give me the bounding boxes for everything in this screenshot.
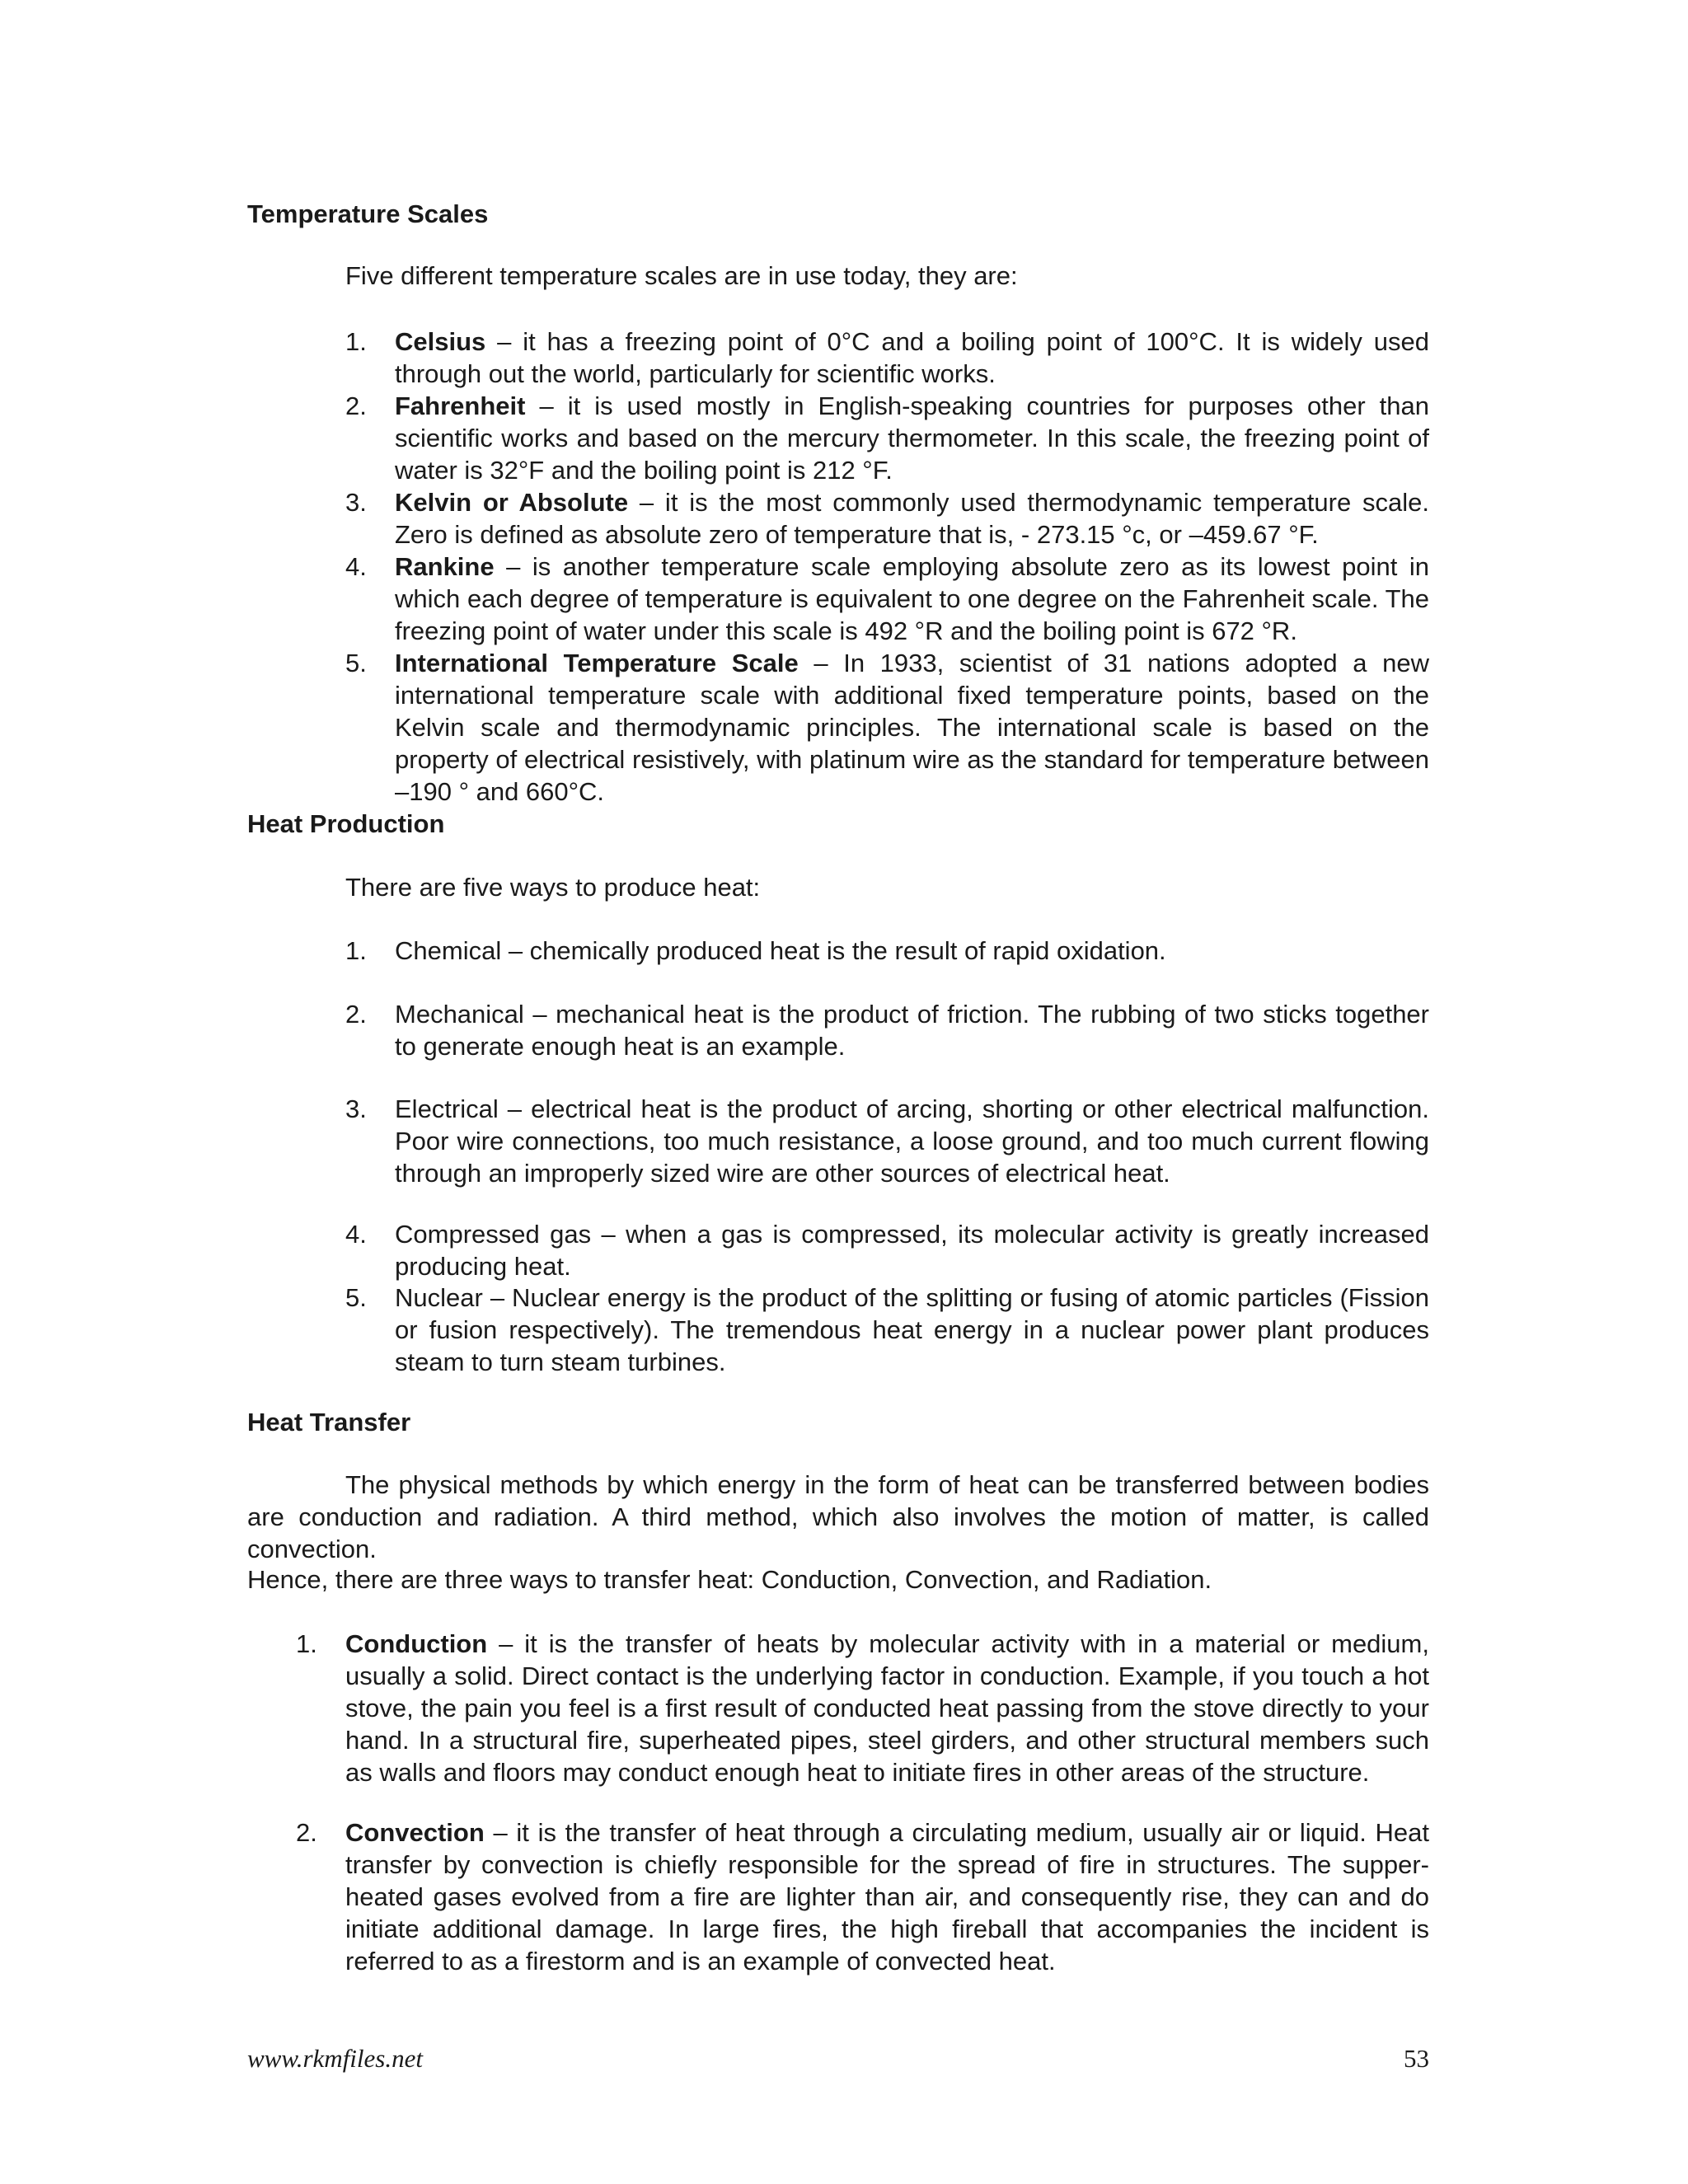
list-number: 3. <box>345 1094 367 1123</box>
list-item-rankine <box>345 551 1429 647</box>
intro-heat-production: There are five ways to produce heat: <box>345 873 761 902</box>
intro-temperature-scales: Five different temperature scales are in use today, they are: <box>345 261 1018 290</box>
text-electrical: Electrical – electrical heat is the product of arcing, shorting or other electrical malfunction. Poor wire connections, too much resistance, a loose ground, and too much current flowing through an improperly sized wire are other sources of electrical heat. <box>395 1094 1429 1188</box>
definition-rankine: – is another temperature scale employing absolute zero as its lowest point in which each degree of temperature is equivalent to one degree on the Fahrenheit scale. The freezing point of water under this scale is 492 °R and the boiling point is 672 °R. <box>395 552 1429 645</box>
term-rankine: Rankine <box>395 552 495 581</box>
list-number: 5. <box>345 1283 367 1312</box>
list-item-mechanical <box>345 998 1429 1062</box>
paragraph-three-ways: Hence, there are three ways to transfer heat: Conduction, Convection, and Radiation. <box>247 1565 1212 1594</box>
list-item-convection <box>296 1816 1429 1977</box>
page-number: 53 <box>1404 2044 1429 2073</box>
term-convection: Convection <box>345 1818 485 1847</box>
definition-conduction: – it is the transfer of heats by molecular activity with in a material or medium, usually a solid. Direct contact is the underlying factor in conduction. Example, if you touch a hot stove, the pain you feel is a first result of conducted heat passing from the stove directly to your hand. In a structural fire, superheated pipes, steel girders, and other structural members such as walls and floors may conduct enough heat to initiate fires in other areas of the structure. <box>345 1629 1429 1787</box>
list-item-international-scale <box>345 647 1429 808</box>
heading-heat-transfer: Heat Transfer <box>247 1408 411 1436</box>
list-number: 2. <box>296 1818 317 1847</box>
text-compressed-gas: Compressed gas – when a gas is compressed, its molecular activity is greatly increased producing heat. <box>395 1220 1429 1281</box>
text-chemical: Chemical – chemically produced heat is the result of rapid oxidation. <box>395 936 1166 965</box>
term-conduction: Conduction <box>345 1629 488 1658</box>
text-mechanical: Mechanical – mechanical heat is the product of friction. The rubbing of two sticks together to generate enough heat is an example. <box>395 1000 1429 1061</box>
definition-kelvin: – it is the most commonly used thermodynamic temperature scale. Zero is defined as absolute zero of temperature that is, - 273.15 °c, or –459.67 °F. <box>395 488 1429 549</box>
footer-website: www.rkmfiles.net <box>247 2044 423 2073</box>
list-number: 5. <box>345 649 367 677</box>
list-number: 4. <box>345 1220 367 1249</box>
list-number: 4. <box>345 552 367 581</box>
list-item-electrical <box>345 1093 1429 1189</box>
list-number: 1. <box>296 1629 317 1658</box>
term-kelvin: Kelvin or Absolute <box>395 488 629 517</box>
term-fahrenheit: Fahrenheit <box>395 391 526 420</box>
list-item-conduction <box>296 1628 1429 1788</box>
term-international-scale: International Temperature Scale <box>395 649 799 677</box>
term-celsius: Celsius <box>395 327 486 356</box>
list-item-chemical <box>345 935 1429 967</box>
definition-international-scale: – In 1933, scientist of 31 nations adopted a new international temperature scale with additional fixed temperature points, based on the Kelvin scale and thermodynamic principles. The international scale is based on the property of electrical resistively, with platinum wire as the standard for temperature between –190 ° and 660°C. <box>395 649 1429 806</box>
list-item-celsius <box>345 326 1429 390</box>
heading-heat-production: Heat Production <box>247 809 445 838</box>
definition-celsius: – it has a freezing point of 0°C and a boiling point of 100°C. It is widely used through out the world, particularly for scientific works. <box>395 327 1429 388</box>
paragraph-heat-transfer-methods: The physical methods by which energy in the form of heat can be transferred between bodies are conduction and radiation. A third method, which also involves the motion of matter, is called convection. <box>247 1470 1429 1563</box>
list-item-nuclear <box>345 1282 1429 1378</box>
list-number: 1. <box>345 327 367 356</box>
list-number: 1. <box>345 936 367 965</box>
heading-temperature-scales: Temperature Scales <box>247 199 489 228</box>
definition-fahrenheit: – it is used mostly in English-speaking countries for purposes other than scientific works and based on the mercury thermometer. In this scale, the freezing point of water is 32°F and the boiling point is 212 °F. <box>395 391 1429 485</box>
definition-convection: – it is the transfer of heat through a circulating medium, usually air or liquid. Heat transfer by convection is chiefly responsible for the spread of fire in structures. The supper-heated gases evolved from a fire are lighter than air, and consequently rise, they can and do initiate additional damage. In large fires, the high fireball that accompanies the incident is referred to as a firestorm and is an example of convected heat. <box>345 1818 1429 1975</box>
list-item-kelvin <box>345 486 1429 551</box>
list-number: 3. <box>345 488 367 517</box>
list-item-fahrenheit <box>345 390 1429 486</box>
list-number: 2. <box>345 391 367 420</box>
list-number: 2. <box>345 1000 367 1029</box>
text-nuclear: Nuclear – Nuclear energy is the product of the splitting or fusing of atomic particles (Fission or fusion respectively). The tremendous heat energy in a nuclear power plant produces steam to turn steam turbines. <box>395 1283 1429 1376</box>
list-item-compressed-gas <box>345 1218 1429 1282</box>
